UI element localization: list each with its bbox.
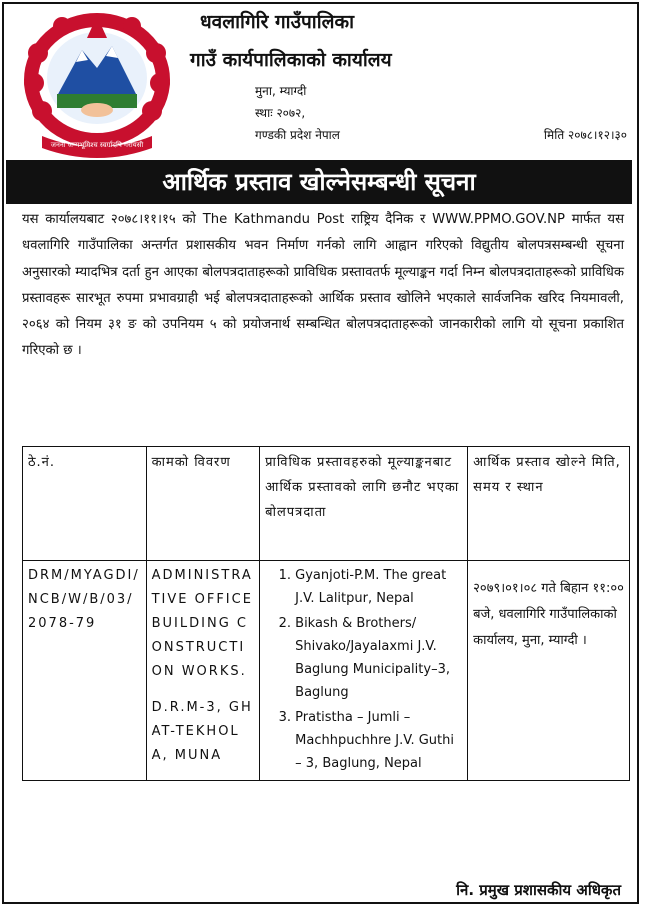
- province-name: गण्डकी प्रदेश नेपाल: [255, 128, 340, 142]
- opening-schedule: २०७९।०१।०८ गते बिहान ११:०० बजे, धवलागिरि गाउँपालिकाको कार्यालय, मुना, म्याग्दी ।: [473, 581, 624, 648]
- notice-body-text: यस कार्यालयबाट २०७८।११।१५ को The Kathmandu Post राष्ट्रिय दैनिक र WWW.PPMO.GOV.NP मार्फत यस धवलागिरि गाउँपालिका अन्तर्गत प्रशासकीय भवन निर्माण गर्नको लागि आह्वान गरिएको विद्युतीय बोलपत्रसम्बन्धी सूचना अनुसारको म्यादभित्र दर्ता हुन आएका बोलपत्रदाताहरूको प्राविधिक प्रस्तावतर्फ मूल्याङ्कन गर्दा निम्न बोलपत्रदाताहरूको प्राविधिक प्रस्तावहरू सारभूत रुपमा प्रभावग्राही भई बोलपत्रदाताहरूको आर्थिक प्रस्ताव खोलिने भएकाले सार्वजनिक खरिद नियमावली, २०६४ को नियम ३१ ङ को उपनियम ५ को प्रयोजनार्थ सम्बन्धित बोलपत्रदाताहरूको जानकारीको लागि यो सूचना प्रकाशित गरिएको छ ।: [22, 212, 624, 359]
- signatory-title: नि. प्रमुख प्रशासकीय अधिकृत: [456, 881, 621, 899]
- list-item: 3. Pratistha – Jumli – Machhpuchhre J.V. Guthi – 3, Baglung, Nepal: [295, 706, 462, 775]
- work-description: ADMINISTRATIVE OFFICE BUILDING CONSTRUCTION WORKS.: [151, 568, 253, 679]
- work-description-cell: [146, 561, 260, 781]
- bidder-list: [265, 564, 462, 775]
- emblem-motto: जननी जन्मभूमिश्च स्वर्गादपि गरीयसी: [50, 141, 144, 149]
- notice-date: मिति २०७८।१२।३०: [543, 128, 627, 142]
- nepal-emblem-icon: [12, 8, 182, 158]
- contract-number: DRM/MYAGDI/NCB/W/B/03/2078-79: [28, 568, 140, 631]
- work-location: D.R.M-3, GHAT-TEKHOLA, MUNA: [151, 700, 253, 763]
- bidders-cell: [260, 561, 468, 781]
- notice-body: [22, 207, 624, 365]
- office-name: गाउँ कार्यपालिकाको कार्यालय: [190, 49, 392, 71]
- table-row: [23, 561, 630, 781]
- list-item: 2. Bikash & Brothers/ Shivako/Jayalaxmi J.V. Baglung Municipality–3, Baglung: [295, 612, 462, 704]
- list-item: 1. Gyanjoti-P.M. The great J.V. Lalitpur, Nepal: [295, 564, 462, 610]
- established-year: स्थाः २०७२,: [255, 106, 306, 120]
- header-opening-schedule: आर्थिक प्रस्ताव खोल्ने मिति, समय र स्थान: [468, 447, 630, 561]
- opening-schedule-cell: [468, 561, 630, 781]
- office-address: मुना, म्याग्दी: [255, 84, 307, 98]
- header-selected-bidders: प्राविधिक प्रस्तावहरुको मूल्याङ्कनबाट आर्थिक प्रस्तावको लागि छनौट भएका बोलपत्रदाता: [260, 447, 468, 561]
- bidder-table: [22, 446, 630, 781]
- municipality-name: धवलागिरि गाउँपालिका: [200, 11, 355, 33]
- header-work-description: कामको विवरण: [146, 447, 260, 561]
- header-contract-no: ठे.नं.: [23, 447, 147, 561]
- notice-title: आर्थिक प्रस्ताव खोल्नेसम्बन्धी सूचना: [6, 160, 632, 204]
- table-header-row: [23, 447, 630, 561]
- contract-number-cell: [23, 561, 147, 781]
